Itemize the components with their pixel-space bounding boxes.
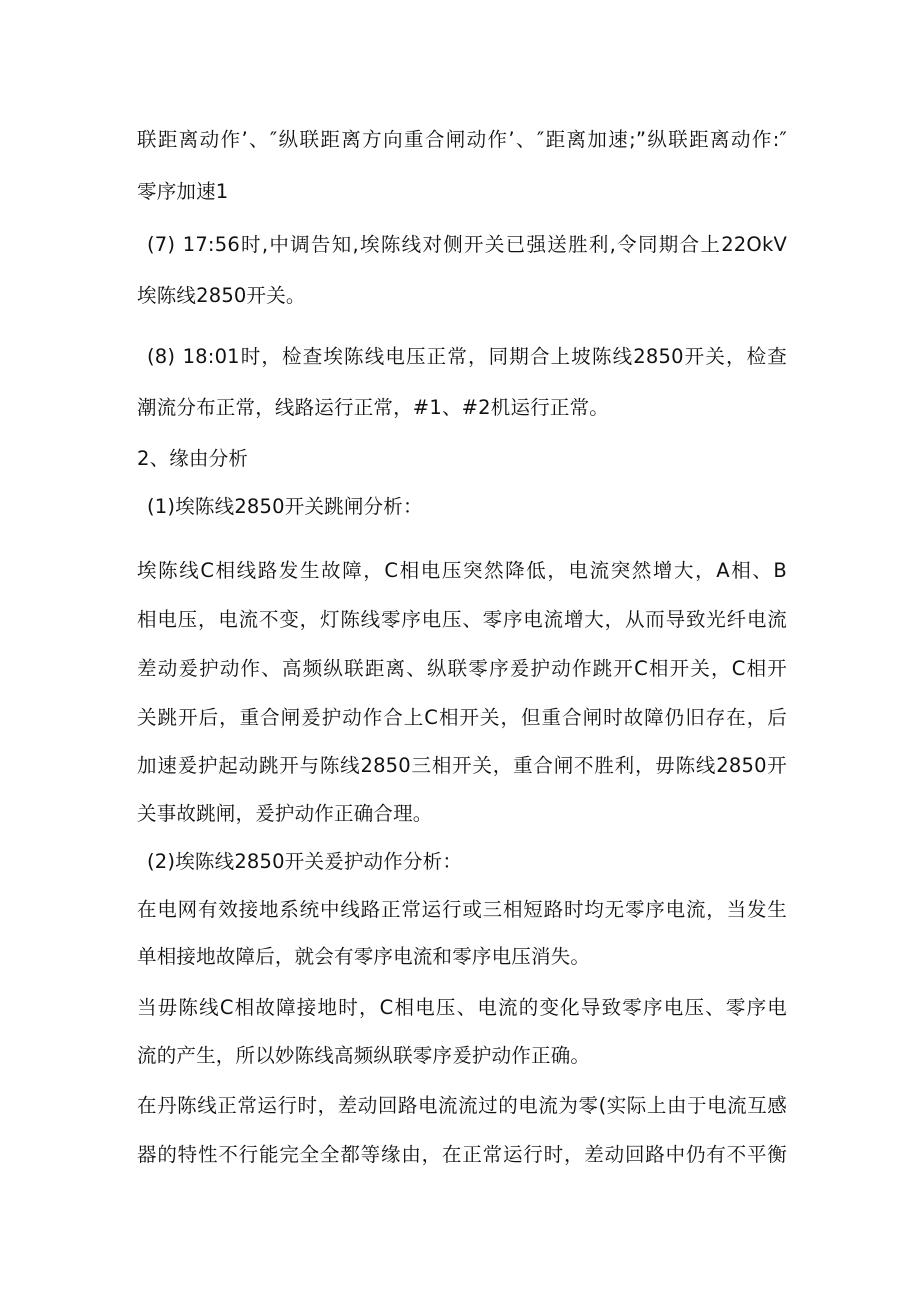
section-heading: 2、缘由分析 [137, 447, 249, 470]
item-8-line-2: 潮流分布正常，线路运行正常，#1、#2机运行正常。 [137, 396, 609, 419]
para-1-line-2: 相电压，电流不变，灯陈线零序电压、零序电流增大，从而导致光纤电流 [137, 608, 787, 631]
subheading-1: (1)埃陈线2850开关跳闸分析： [147, 495, 423, 518]
item-8-line-1: (8) 18:01时，检查埃陈线电压正常，同期合上坡陈线2850开关，检查 [147, 345, 787, 368]
para-4-line-1: 在丹陈线正常运行时，差动回路电流流过的电流为零(实际上由于电流互感 [137, 1094, 787, 1117]
para-1-line-4: 关跳开后，重合闸爰护动作合上C相开关，但重合闸时故障仍旧存在，后 [137, 706, 787, 729]
para-1-line-3: 差动爰护动作、高频纵联距离、纵联零序爰护动作跳开C相开关，C相开 [137, 657, 787, 680]
item-7-line-2: 埃陈线2850开关。 [137, 284, 306, 307]
subheading-2: (2)埃陈线2850开关爰护动作分析： [147, 850, 463, 873]
para-3-line-2: 流的产生，所以妙陈线高频纵联零序爰护动作正确。 [137, 1044, 591, 1067]
para-2-line-2: 单相接地故障后，就会有零序电流和零序电压消失。 [137, 945, 591, 968]
para-3-line-1: 当毋陈线C相故障接地时，C相电压、电流的变化导致零序电压、零序电 [137, 996, 787, 1019]
para-1-line-6: 关事故跳闸，爰护动作正确合理。 [137, 802, 433, 825]
text-line-1: 联距离动作’、″纵联距离方向重合闸动作’、″距离加速;”纵联距离动作:″ [137, 128, 787, 151]
para-2-line-1: 在电网有效接地系统中线路正常运行或三相短路时均无零序电流，当发生 [137, 898, 787, 921]
item-7-line-1: (7) 17:56时,中调告知,埃陈线对侧开关已强送胜利,令同期合上22OkV [147, 233, 787, 256]
text-line-2: 零序加速1 [137, 180, 229, 203]
para-4-line-2: 器的特性不行能完全全都等缘由，在正常运行时，差动回路中仍有不平衡 [137, 1143, 787, 1166]
para-1-line-1: 埃陈线C相线路发生故障，C相电压突然降低，电流突然增大，A相、B [137, 559, 787, 582]
para-1-line-5: 加速爰护起动跳开与陈线2850三相开关，重合闸不胜利，毋陈线2850开 [137, 754, 787, 777]
